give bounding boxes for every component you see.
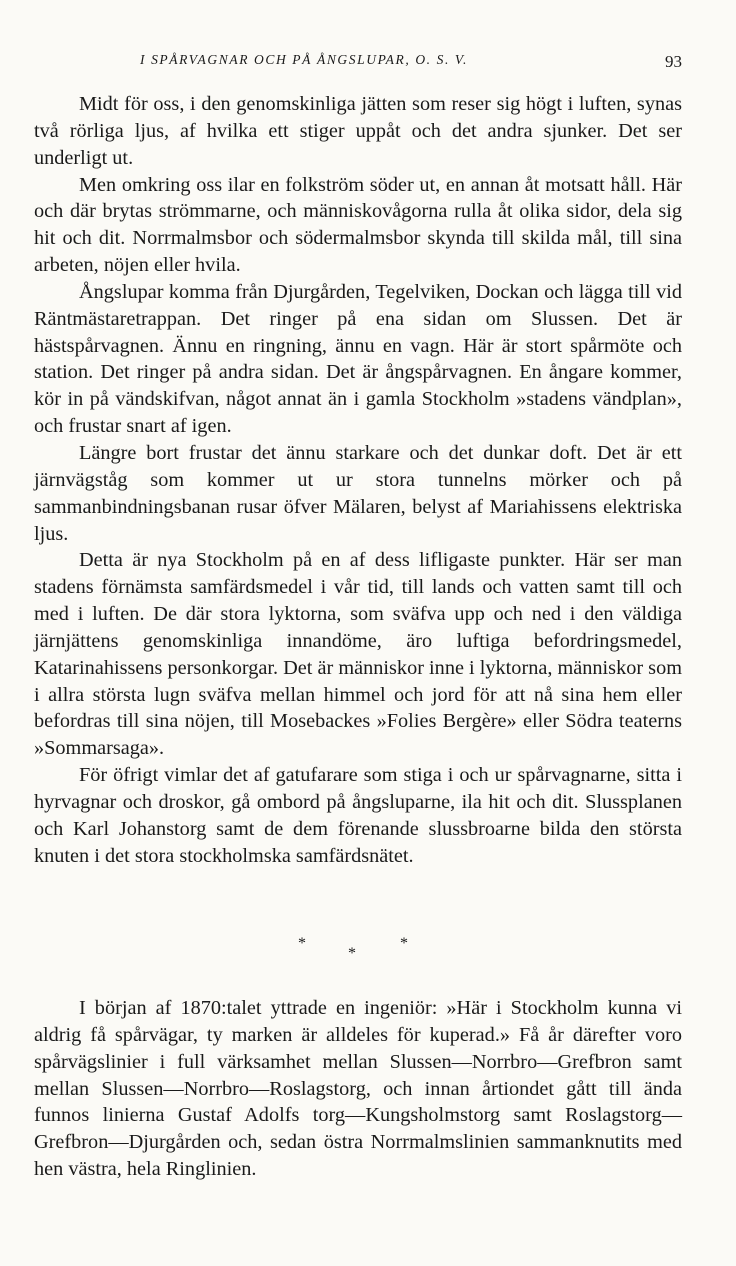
section-break-asterism [290, 936, 420, 970]
paragraph: Ångslupar komma från Djurgården, Tegelviken, Dockan och lägga till vid Räntmästaretrappan. Det ringer på ena sidan om Slussen. Det är hästspårvagnen. Ännu en ringning, ännu en vagn. Här är stort spårmöte och station. Det ringer på andra sidan. Det är ångspårvagnen. En ångare kommer, kör in på vändskifvan, något annat än i gamla Stockholm »stadens vändplan», och frustar snart af igen. [34, 280, 682, 438]
paragraph: För öfrigt vimlar det af gatufarare som stiga i och ur spårvagnarne, sitta i hyrvagnar och droskor, gå ombord på ångsluparne, ila hit och dit. Slussplanen och Karl Johanstorg samt de dem förenande slussbroarne bilda den största knuten i det stora stockholmska samfärdsnätet. [34, 764, 682, 867]
page-number: 93 [665, 52, 682, 71]
paragraph: Detta är nya Stockholm på en af dess lifligaste punkter. Här ser man stadens förnämsta samfärdsmedel i vår tid, till lands och vatten samt till och med i luften. De där stora lyktorna, som sväfva upp och ned i den väldiga järnjättens genomskinliga innandöme, äro luftiga befordringsmedel, Katarinahissens personkorgar. Det är människor inne i lyktorna, människor som i allra största lugn sväfva mellan himmel och jord för att nå sina hem eller befordras till sina nöjen, till Mosebackes »Folies Bergère» eller Södra teaterns »Sommarsaga». [34, 549, 682, 760]
section-2-text [34, 995, 682, 1183]
paragraph: Men omkring oss ilar en folkström söder ut, en annan åt motsatt håll. Här och där brytas strömmarne, och människovågorna rulla åt olika sidor, dela sig hit och dit. Norrmalmsbor och södermalmsbor skynda till skilda mål, till sina arbeten, nöjen eller hvila. [34, 173, 682, 277]
paragraph: Längre bort frustar det ännu starkare och det dunkar doft. Det är ett järnvägståg som kommer ut ur stora tunnelns mörker och på sammanbindningsbanan rusar öfver Mälaren, belyst af Mariahissens elektriska ljus. [34, 441, 682, 545]
paragraph: Midt för oss, i den genomskinliga jätten som reser sig högt i luften, synas två rörliga ljus, af hvilka ett stiger uppåt och det andra sjunker. Det ser underligt ut. [34, 93, 682, 169]
paragraph: I början af 1870:talet yttrade en ingeniör: »Här i Stockholm kunna vi aldrig få spårvägar, ty marken är alldeles för kuperad.» Få år därefter voro spårvägslinier i full värksamhet mellan Slussen—Norrbro—Grefbron samt mellan Slussen—Norrbro—Roslagstorg, och innan årtiondet gått till ända funnos linierna Gustaf Adolfs torg—Kungsholmstorg samt Roslagstorg—Grefbron—Djurgården och, sedan östra Norrmalmslinien sammanknutits med hen västra, hela Ringlinien. [34, 997, 682, 1181]
running-head: I SPÅRVAGNAR OCH PÅ ÅNGSLUPAR, O. S. V. [140, 52, 469, 67]
asterisk: * [298, 935, 306, 952]
page-header [0, 52, 736, 76]
asterisk: * [348, 945, 356, 962]
main-text [34, 91, 682, 869]
asterisk: * [400, 935, 408, 952]
